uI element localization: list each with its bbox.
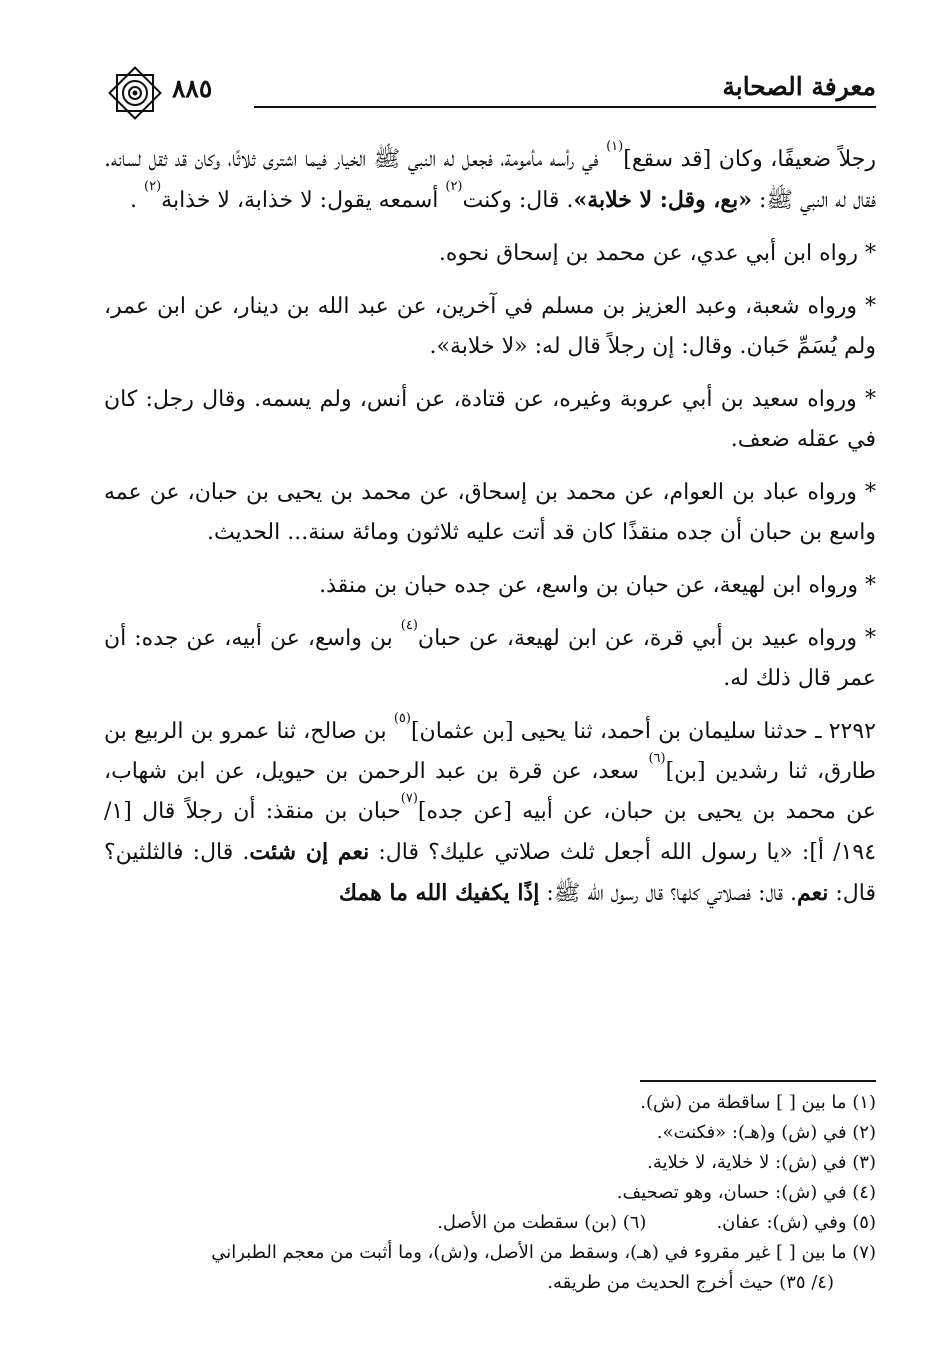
- paragraph: * ورواه ابن لهيعة، عن حبان بن واسع، عن جده حبان بن منقذ.: [319, 573, 876, 598]
- footnotes: [104, 1088, 876, 1298]
- running-title: معرفة الصحابة: [722, 72, 876, 101]
- footnote-marker: (٥): [393, 711, 411, 726]
- paragraph: [104, 619, 876, 699]
- page-number: ٨٨٥: [172, 74, 213, 103]
- text-span: . قال: فالثلثين؟ قال:: [104, 840, 876, 906]
- header-rule: [254, 106, 876, 108]
- text-span: أسمعه يقول: لا خذابة، لا خذابة: [161, 188, 446, 213]
- footnote: (١) ما بين [ ] ساقطة من (ش).: [640, 1092, 876, 1113]
- paragraph: * ورواه سعيد بن أبي عروبة وغيره، عن قتادة، عن أنس، ولم يسمه. وقال رجل: كان في عقله ضعف.: [104, 387, 876, 452]
- text-span: في رأسه مأمومة، فجعل له النبي ﷺ الخيار فيما اشترى ثلاثًا، وكان قد ثقل لسانه. فقال له النبي ﷺ:: [104, 147, 876, 213]
- bold-quote: إذًا يكفيك الله ما همك: [338, 880, 540, 906]
- bold-quote: نعم إن شئت: [249, 839, 370, 865]
- footnote: (٢) في (ش) و(هـ): «فكنت».: [656, 1122, 876, 1143]
- paragraph: * رواه ابن أبي عدي، عن محمد بن إسحاق نحوه.: [438, 241, 876, 266]
- footnote: (٦) (بن) سقطت من الأصل.: [437, 1212, 647, 1233]
- footnote-marker: (١): [606, 139, 624, 154]
- footnotes-rule: [640, 1080, 876, 1082]
- text-span: . قال: فصلاتي كلها؟ قال رسول الله ﷺ:: [539, 881, 797, 906]
- page-header: [104, 62, 876, 118]
- text-span: سعد، عن قرة بن عبد الرحمن بن حيويل، عن ابن شهاب، عن محمد بن يحيى بن حبان، عن أبيه [عن جده]: [104, 759, 876, 824]
- paragraph: [104, 140, 876, 221]
- main-text: [104, 140, 876, 927]
- text-span: بن واسع، عن أبيه، عن جده: أن عمر قال ذلك له.: [104, 626, 876, 691]
- text-span: .: [130, 188, 145, 213]
- text-span: * ورواه عبيد بن أبي قرة، عن ابن لهيعة، عن حبان: [417, 626, 876, 651]
- bold-quote: نعم: [797, 880, 829, 906]
- paragraph: * ورواه عباد بن العوام، عن محمد بن إسحاق، عن محمد بن يحيى بن حبان، عن عمه واسع بن حبان أن جده منقذًا كان قد أتت عليه ثلاثون ومائة سنة... الحديث.: [104, 480, 876, 545]
- footnote-marker: (٢): [445, 179, 463, 194]
- footnote-marker: (٦): [648, 751, 666, 766]
- text-span: . قال: وكنت: [462, 188, 574, 213]
- text-span: بن صالح، ثنا عمرو بن الربيع بن طارق، ثنا رشدين [بن]: [104, 719, 876, 784]
- footnote: (٤) في (ش): حسان، وهو تصحيف.: [616, 1182, 876, 1203]
- footnote-row: [104, 1208, 876, 1238]
- text-span: حبان بن منقذ: أن رجلاً قال [١/ ١٩٤/ أ]: «يا رسول الله أجعل ثلث صلاتي عليك؟ قال:: [104, 799, 877, 865]
- footnote: (٧) ما بين [ ] غير مقروء في (هـ)، وسقط من الأصل، و(ش)، وما أثبت من معجم الطبراني: [211, 1242, 876, 1263]
- bold-quote: «بع، وقل: لا خلابة»: [573, 187, 752, 213]
- hadith-paragraph: [104, 712, 876, 914]
- eight-point-star-ornament-icon: [104, 62, 166, 124]
- footnote-marker: (٢): [144, 179, 162, 194]
- text-span: ٢٢٩٢ ـ حدثنا سليمان بن أحمد، ثنا يحيى [بن عثمان]: [410, 719, 876, 744]
- footnote-marker: (٤): [400, 618, 418, 633]
- footnote-marker: (٧): [400, 791, 418, 806]
- footnote: (٣) في (ش): لا خلاية، لا خلاية.: [647, 1152, 876, 1173]
- footnote-continuation: (٤/ ٣٥) حيث أخرج الحديث من طريقه.: [547, 1272, 834, 1293]
- footnote: (٥) وفي (ش): عفان.: [716, 1212, 876, 1233]
- text-span: رجلاً ضعيفًا، وكان [قد سقع]: [623, 147, 876, 172]
- paragraph: * ورواه شعبة، وعبد العزيز بن مسلم في آخرين، عن عبد الله بن دينار، عن ابن عمر، ولم يُسَمِّ حَبان. وقال: إن رجلاً قال له: «لا خلابة».: [104, 294, 876, 359]
